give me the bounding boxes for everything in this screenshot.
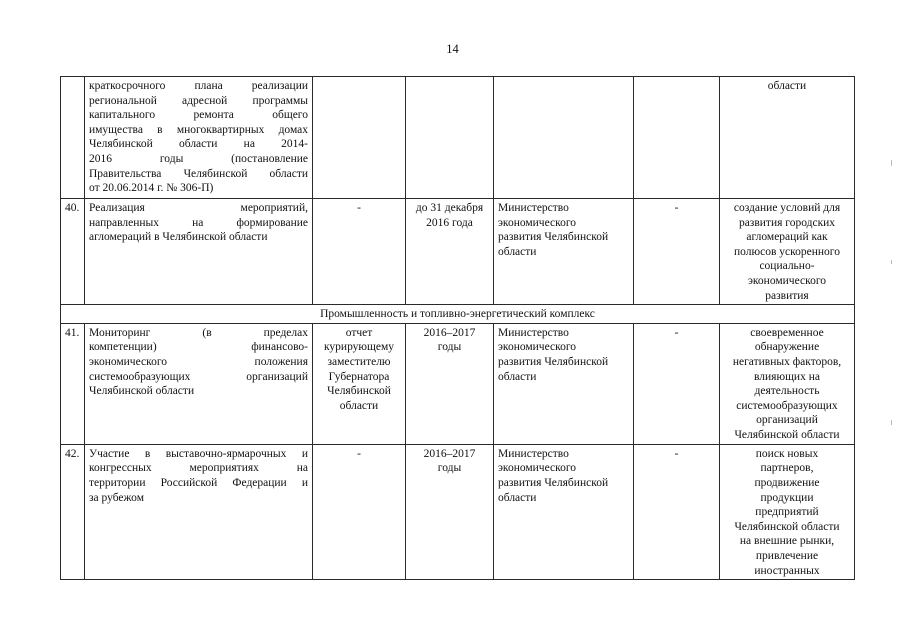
table-body xyxy=(61,77,855,580)
cell-text-line: области xyxy=(498,245,537,258)
document-cell xyxy=(313,77,406,199)
cell-text-line: области xyxy=(498,491,537,504)
result-cell xyxy=(720,77,855,199)
cell-text-line: 2016–2017 xyxy=(423,326,476,339)
table-row xyxy=(61,323,855,444)
cell-text-line: капитального ремонта общего xyxy=(89,109,308,122)
cell-text-line: территории Российской Федерации и xyxy=(89,476,308,489)
cell-text-line: полюсов ускоренного xyxy=(734,245,840,258)
cell-text-line: социально- xyxy=(759,260,815,273)
row-number xyxy=(61,77,85,199)
cell-text-line: заместителю xyxy=(327,355,391,368)
cell-text-line: продукции xyxy=(760,491,814,504)
cell-text-line: на внешние рынки, xyxy=(739,535,835,548)
cell-text-line: Министерство xyxy=(498,202,569,214)
cell-text-line: негативных факторов, xyxy=(732,355,842,368)
document-cell xyxy=(313,323,406,444)
cell-text-line: Реализация мероприятий, xyxy=(89,202,308,214)
table-row xyxy=(61,199,855,305)
row-number: 41. xyxy=(61,323,85,444)
table-row xyxy=(61,444,855,579)
measure-cell xyxy=(85,199,313,305)
scan-mark xyxy=(891,420,892,425)
executor-cell xyxy=(494,444,634,579)
term-cell xyxy=(406,444,494,579)
measures-table xyxy=(60,76,855,580)
funding-cell: - xyxy=(634,323,720,444)
cell-text-line: своевременное xyxy=(750,326,824,339)
cell-text-line: Мониторинг (в пределах xyxy=(89,326,308,339)
cell-text-line: развития Челябинской xyxy=(498,476,609,489)
cell-text-line: региональной адресной программы xyxy=(89,94,308,107)
result-cell xyxy=(720,444,855,579)
cell-text-line: области xyxy=(498,370,537,383)
cell-text-line: годы xyxy=(437,341,462,354)
cell-text-line: до 31 декабря xyxy=(415,202,484,214)
cell-text-line: экономического xyxy=(498,216,577,229)
executor-cell xyxy=(494,199,634,305)
cell-text-line: области xyxy=(767,80,807,92)
cell-text-line: экономического положения xyxy=(89,355,308,368)
term-cell xyxy=(406,77,494,199)
cell-text-line: развития xyxy=(765,289,809,302)
cell-text-line: курирующему xyxy=(323,341,394,354)
cell-text-line: партнеров, xyxy=(760,462,814,475)
row-number: 40. xyxy=(61,199,85,305)
cell-text-line: влияющих на xyxy=(754,370,820,383)
cell-text-line: Челябинской xyxy=(327,385,391,398)
cell-text-line: области xyxy=(339,399,379,412)
cell-text-line: экономического xyxy=(498,462,577,475)
cell-text-line: годы xyxy=(437,462,462,475)
cell-text-line: иностранных xyxy=(754,564,820,577)
funding-cell: - xyxy=(634,444,720,579)
section-row xyxy=(61,305,855,324)
cell-text-line: от 20.06.2014 г. № 306-П) xyxy=(89,182,214,195)
page-number: 14 xyxy=(446,42,459,56)
term-cell xyxy=(406,323,494,444)
cell-text-line: направленных на формирование xyxy=(89,216,308,229)
cell-text-line: создание условий для xyxy=(733,202,841,214)
cell-text-line: поиск новых xyxy=(755,447,819,460)
cell-text-line: привлечение xyxy=(755,549,819,562)
executor-cell xyxy=(494,323,634,444)
row-number: 42. xyxy=(61,444,85,579)
cell-text-line: 2016 года xyxy=(426,216,473,229)
cell-text-line: Правительства Челябинской области xyxy=(89,167,308,180)
section-heading: Промышленность и топливно-энергетический комплекс xyxy=(61,305,855,324)
cell-text-line: развития Челябинской xyxy=(498,231,609,244)
cell-text-line: Челябинской области xyxy=(734,428,840,441)
measure-cell xyxy=(85,77,313,199)
funding-cell xyxy=(634,77,720,199)
cell-text-line: - xyxy=(357,202,361,214)
cell-text-line: 2016 годы (постановление xyxy=(89,152,308,165)
cell-text-line: системообразующих организаций xyxy=(89,370,308,383)
cell-text-line: - xyxy=(357,447,361,460)
cell-text-line: Участие в выставочно-ярмарочных и xyxy=(89,447,308,460)
cell-text-line: 2016–2017 xyxy=(423,447,476,460)
cell-text-line: агломераций как xyxy=(746,231,828,244)
measure-cell xyxy=(85,323,313,444)
cell-text-line: экономического xyxy=(498,341,577,354)
cell-text-line: продвижение xyxy=(754,476,820,489)
cell-text-line: Челябинской области xyxy=(734,520,840,533)
scan-mark xyxy=(891,260,892,264)
scan-mark xyxy=(891,160,892,166)
cell-text-line: компетенции) финансово- xyxy=(89,341,308,354)
cell-text-line: экономического xyxy=(747,274,827,287)
cell-text-line: за рубежом xyxy=(89,491,144,504)
measure-cell xyxy=(85,444,313,579)
cell-text-line: развития городских xyxy=(738,216,836,229)
cell-text-line: деятельность xyxy=(754,385,820,398)
cell-text-line: Министерство xyxy=(498,326,569,339)
document-cell xyxy=(313,199,406,305)
cell-text-line: обнаружение xyxy=(754,341,820,354)
term-cell xyxy=(406,199,494,305)
cell-text-line: агломераций в Челябинской области xyxy=(89,231,268,244)
cell-text-line: отчет xyxy=(345,326,373,339)
cell-text-line: развития Челябинской xyxy=(498,355,609,368)
document-cell xyxy=(313,444,406,579)
cell-text-line: системообразующих xyxy=(736,399,838,412)
result-cell xyxy=(720,323,855,444)
cell-text-line: имущества в многоквартирных домах xyxy=(89,123,308,136)
table-row xyxy=(61,77,855,199)
funding-cell: - xyxy=(634,199,720,305)
cell-text-line: Министерство xyxy=(498,447,569,460)
cell-text-line: предприятий xyxy=(755,506,819,519)
cell-text-line: Губернатора xyxy=(328,370,390,383)
cell-text-line: Челябинской области на 2014- xyxy=(89,138,308,151)
cell-text-line: краткосрочного плана реализации xyxy=(89,80,308,92)
result-cell xyxy=(720,199,855,305)
executor-cell xyxy=(494,77,634,199)
cell-text-line: конгрессных мероприятиях на xyxy=(89,462,308,475)
cell-text-line: Челябинской области xyxy=(89,385,195,398)
cell-text-line: организаций xyxy=(756,414,818,427)
